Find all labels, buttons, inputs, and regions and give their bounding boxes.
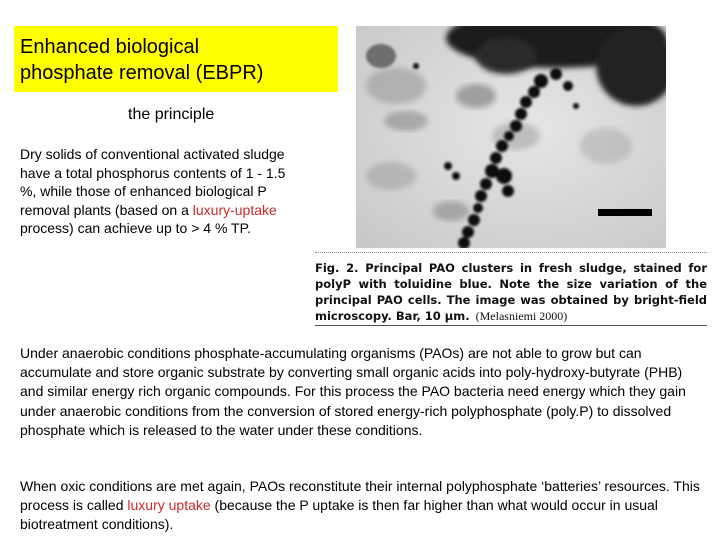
slide-title [14,26,338,92]
intro-text-after: process) can achieve up to > 4 % TP. [20,220,252,236]
micrograph-image [356,26,666,248]
caption-top-rule [315,252,707,253]
paragraph-oxic [20,477,700,535]
caption-label: Fig. 2. [315,261,359,275]
scale-bar [598,209,652,216]
paragraph-oxic-before: When oxic conditions are met again, PAOs reconstitute their internal polyphosphate ‘batteries’ resources. This process is called [20,478,700,514]
slide-subtitle: the principle [128,106,215,123]
paragraph-oxic-highlight: luxury uptake [127,497,211,514]
caption-bottom-rule [315,325,707,326]
intro-text [20,145,295,238]
intro-text-before: Dry solids of conventional activated sludge have a total phosphorus contents of 1 - 1.5 %, while those of enhanced biological P removal plants (based on a [20,146,286,218]
caption-citation: (Melasniemi 2000) [475,309,568,323]
paragraph-anaerobic: Under anaerobic conditions phosphate-accumulating organisms (PAOs) are not able to grow but can accumulate and store organic substrate by converting small organic acids into poly-hydroxy-butyrate (PHB) and similar energy rich organic compounds. For this process the PAO bacteria need energy which they gain under anaerobic conditions from the conversion of stored energy-rich polyphosphate (poly.P) to dissolved phosphate which is released to the water under these conditions. [20,345,686,438]
paragraph-oxic-after: (because the P uptake is then far higher than what would occur in usual biotreatment conditions). [20,497,658,533]
caption-text: Principal PAO clusters in fresh sludge, stained for polyP with toluidine blue. Note the size variation of the principal PAO cells. The image was obtained by bright-field microscopy. Bar, 10 μm. [315,261,707,323]
figure-caption [315,260,707,324]
micrograph-drawing [356,26,666,248]
title-line-1: Enhanced biological [20,36,200,58]
title-line-2: phosphate removal (EBPR) [20,62,264,84]
intro-highlight: luxury-uptake [192,201,277,218]
